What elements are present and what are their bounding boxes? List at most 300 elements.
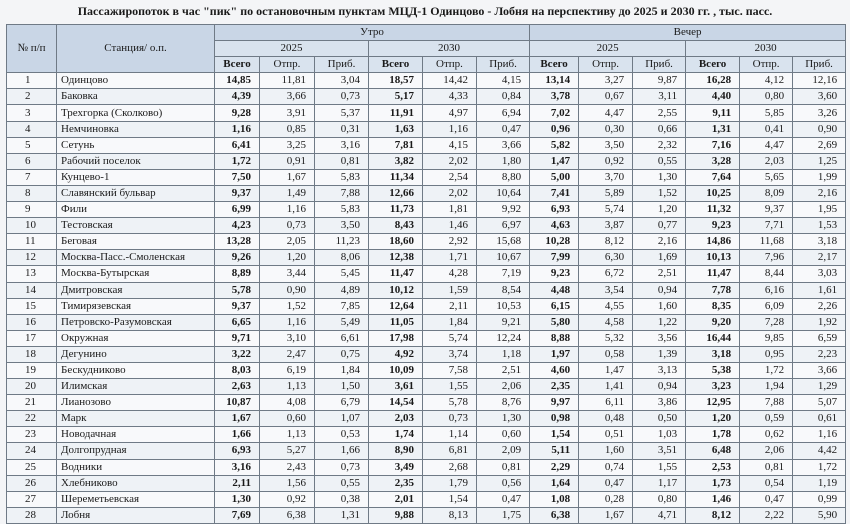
arrivals-cell: 0,99: [793, 491, 846, 507]
total-cell: 1,64: [530, 475, 579, 491]
departures-cell: 0,95: [740, 346, 793, 362]
departures-cell: 2,92: [423, 234, 477, 250]
arrivals-cell: 1,50: [315, 379, 369, 395]
departures-cell: 3,87: [579, 218, 633, 234]
arrivals-cell: 2,06: [477, 379, 530, 395]
departures-cell: 1,55: [423, 379, 477, 395]
header-arrivals: Приб.: [477, 57, 530, 73]
total-cell: 10,12: [369, 282, 423, 298]
departures-cell: 6,11: [579, 395, 633, 411]
total-cell: 14,54: [369, 395, 423, 411]
arrivals-cell: 0,81: [315, 153, 369, 169]
arrivals-cell: 11,23: [315, 234, 369, 250]
departures-cell: 2,43: [260, 459, 315, 475]
total-cell: 17,98: [369, 330, 423, 346]
total-cell: 1,73: [686, 475, 740, 491]
arrivals-cell: 1,99: [793, 169, 846, 185]
departures-cell: 4,33: [423, 89, 477, 105]
row-number: 8: [7, 185, 57, 201]
total-cell: 1,20: [686, 411, 740, 427]
total-cell: 9,28: [215, 105, 260, 121]
arrivals-cell: 1,22: [633, 314, 686, 330]
header-arrivals: Приб.: [793, 57, 846, 73]
table-row: [7, 459, 846, 475]
total-cell: 6,41: [215, 137, 260, 153]
departures-cell: 1,81: [423, 202, 477, 218]
total-cell: 8,35: [686, 298, 740, 314]
departures-cell: 0,58: [579, 346, 633, 362]
departures-cell: 0,90: [260, 282, 315, 298]
arrivals-cell: 0,73: [315, 459, 369, 475]
table-row: [7, 121, 846, 137]
departures-cell: 1,16: [260, 314, 315, 330]
arrivals-cell: 4,71: [633, 507, 686, 523]
total-cell: 9,11: [686, 105, 740, 121]
total-cell: 1,31: [686, 121, 740, 137]
departures-cell: 1,46: [423, 218, 477, 234]
arrivals-cell: 4,15: [477, 73, 530, 89]
table-row: [7, 379, 846, 395]
total-cell: 10,09: [369, 362, 423, 378]
arrivals-cell: 8,06: [315, 250, 369, 266]
departures-cell: 0,85: [260, 121, 315, 137]
station-name: Долгопрудная: [57, 443, 215, 459]
station-name: Беговая: [57, 234, 215, 250]
departures-cell: 6,72: [579, 266, 633, 282]
departures-cell: 0,62: [740, 427, 793, 443]
total-cell: 7,16: [686, 137, 740, 153]
row-number: 7: [7, 169, 57, 185]
table-row: [7, 202, 846, 218]
arrivals-cell: 0,38: [315, 491, 369, 507]
total-cell: 8,89: [215, 266, 260, 282]
arrivals-cell: 2,09: [477, 443, 530, 459]
station-name: Водники: [57, 459, 215, 475]
arrivals-cell: 1,92: [793, 314, 846, 330]
document-title: Пассажиропоток в час "пик" по остановочным пунктам МЦД-1 Одинцово - Лобня на перспективу до 2025 и 2030 гг. , тыс. пасс.: [77, 4, 773, 18]
arrivals-cell: 1,30: [633, 169, 686, 185]
total-cell: 9,71: [215, 330, 260, 346]
departures-cell: 7,28: [740, 314, 793, 330]
table-row: [7, 89, 846, 105]
arrivals-cell: 0,31: [315, 121, 369, 137]
arrivals-cell: 7,88: [315, 185, 369, 201]
total-cell: 8,90: [369, 443, 423, 459]
station-name: Окружная: [57, 330, 215, 346]
arrivals-cell: 3,13: [633, 362, 686, 378]
table-row: [7, 218, 846, 234]
row-number: 20: [7, 379, 57, 395]
row-number: 5: [7, 137, 57, 153]
arrivals-cell: 3,16: [315, 137, 369, 153]
arrivals-cell: 5,07: [793, 395, 846, 411]
header-departures: Отпр.: [740, 57, 793, 73]
departures-cell: 0,30: [579, 121, 633, 137]
arrivals-cell: 9,92: [477, 202, 530, 218]
departures-cell: 2,02: [423, 185, 477, 201]
total-cell: 1,46: [686, 491, 740, 507]
total-cell: 3,61: [369, 379, 423, 395]
departures-cell: 1,60: [579, 443, 633, 459]
total-cell: 2,29: [530, 459, 579, 475]
departures-cell: 6,81: [423, 443, 477, 459]
station-name: Лобня: [57, 507, 215, 523]
arrivals-cell: 3,51: [633, 443, 686, 459]
departures-cell: 4,97: [423, 105, 477, 121]
row-number: 13: [7, 266, 57, 282]
row-number: 3: [7, 105, 57, 121]
table-row: [7, 73, 846, 89]
departures-cell: 2,06: [740, 443, 793, 459]
arrivals-cell: 10,64: [477, 185, 530, 201]
arrivals-cell: 2,51: [477, 362, 530, 378]
arrivals-cell: 0,55: [315, 475, 369, 491]
total-cell: 14,86: [686, 234, 740, 250]
total-cell: 4,23: [215, 218, 260, 234]
departures-cell: 2,11: [423, 298, 477, 314]
departures-cell: 0,51: [579, 427, 633, 443]
total-cell: 18,57: [369, 73, 423, 89]
total-cell: 9,20: [686, 314, 740, 330]
table-row: [7, 443, 846, 459]
total-cell: 5,78: [215, 282, 260, 298]
arrivals-cell: 5,83: [315, 169, 369, 185]
table-row: [7, 427, 846, 443]
departures-cell: 3,54: [579, 282, 633, 298]
arrivals-cell: 0,73: [315, 89, 369, 105]
total-cell: 7,02: [530, 105, 579, 121]
total-cell: 11,47: [686, 266, 740, 282]
total-cell: 3,49: [369, 459, 423, 475]
table-row: [7, 282, 846, 298]
arrivals-cell: 1,66: [315, 443, 369, 459]
arrivals-cell: 0,80: [633, 491, 686, 507]
arrivals-cell: 2,16: [793, 185, 846, 201]
total-cell: 11,32: [686, 202, 740, 218]
total-cell: 7,78: [686, 282, 740, 298]
arrivals-cell: 0,53: [315, 427, 369, 443]
header-station: Станция/ о.п.: [57, 25, 215, 73]
arrivals-cell: 0,90: [793, 121, 846, 137]
row-number: 15: [7, 298, 57, 314]
arrivals-cell: 1,84: [315, 362, 369, 378]
arrivals-cell: 0,56: [477, 475, 530, 491]
total-cell: 0,98: [530, 411, 579, 427]
departures-cell: 5,65: [740, 169, 793, 185]
arrivals-cell: 1,53: [793, 218, 846, 234]
station-name: Немчиновка: [57, 121, 215, 137]
total-cell: 1,54: [530, 427, 579, 443]
station-name: Фили: [57, 202, 215, 218]
total-cell: 5,00: [530, 169, 579, 185]
departures-cell: 4,12: [740, 73, 793, 89]
arrivals-cell: 3,26: [793, 105, 846, 121]
total-cell: 6,48: [686, 443, 740, 459]
row-number: 10: [7, 218, 57, 234]
header-morning: Утро: [215, 25, 530, 41]
station-name: Славянский бульвар: [57, 185, 215, 201]
total-cell: 3,16: [215, 459, 260, 475]
station-name: Сетунь: [57, 137, 215, 153]
arrivals-cell: 3,66: [477, 137, 530, 153]
station-name: Тимирязевская: [57, 298, 215, 314]
total-cell: 8,12: [686, 507, 740, 523]
arrivals-cell: 6,97: [477, 218, 530, 234]
departures-cell: 6,16: [740, 282, 793, 298]
row-number: 25: [7, 459, 57, 475]
arrivals-cell: 3,56: [633, 330, 686, 346]
total-cell: 5,80: [530, 314, 579, 330]
arrivals-cell: 0,75: [315, 346, 369, 362]
station-name: Баковка: [57, 89, 215, 105]
header-morning-2025: 2025: [215, 41, 369, 57]
arrivals-cell: 1,60: [633, 298, 686, 314]
arrivals-cell: 1,30: [477, 411, 530, 427]
total-cell: 7,64: [686, 169, 740, 185]
arrivals-cell: 5,49: [315, 314, 369, 330]
arrivals-cell: 6,94: [477, 105, 530, 121]
departures-cell: 2,22: [740, 507, 793, 523]
departures-cell: 4,47: [740, 137, 793, 153]
table-row: [7, 395, 846, 411]
arrivals-cell: 1,20: [633, 202, 686, 218]
arrivals-cell: 0,47: [477, 121, 530, 137]
arrivals-cell: 12,24: [477, 330, 530, 346]
total-cell: 11,91: [369, 105, 423, 121]
total-cell: 6,65: [215, 314, 260, 330]
departures-cell: 1,41: [579, 379, 633, 395]
table-row: [7, 491, 846, 507]
table-row: [7, 475, 846, 491]
total-cell: 9,37: [215, 298, 260, 314]
arrivals-cell: 1,55: [633, 459, 686, 475]
total-cell: 3,82: [369, 153, 423, 169]
total-cell: 1,78: [686, 427, 740, 443]
departures-cell: 0,91: [260, 153, 315, 169]
departures-cell: 6,09: [740, 298, 793, 314]
total-cell: 12,64: [369, 298, 423, 314]
table-row: [7, 169, 846, 185]
station-name: Рабочий поселок: [57, 153, 215, 169]
departures-cell: 0,92: [579, 153, 633, 169]
arrivals-cell: 1,72: [793, 459, 846, 475]
total-cell: 2,01: [369, 491, 423, 507]
arrivals-cell: 0,94: [633, 379, 686, 395]
departures-cell: 0,47: [579, 475, 633, 491]
departures-cell: 1,94: [740, 379, 793, 395]
departures-cell: 0,80: [740, 89, 793, 105]
station-name: Шереметьевская: [57, 491, 215, 507]
header-departures: Отпр.: [423, 57, 477, 73]
departures-cell: 0,60: [260, 411, 315, 427]
arrivals-cell: 1,61: [793, 282, 846, 298]
arrivals-cell: 1,18: [477, 346, 530, 362]
departures-cell: 0,67: [579, 89, 633, 105]
table-row: [7, 105, 846, 121]
row-number: 23: [7, 427, 57, 443]
total-cell: 6,99: [215, 202, 260, 218]
arrivals-cell: 5,45: [315, 266, 369, 282]
arrivals-cell: 5,90: [793, 507, 846, 523]
total-cell: 4,40: [686, 89, 740, 105]
arrivals-cell: 8,80: [477, 169, 530, 185]
total-cell: 10,25: [686, 185, 740, 201]
departures-cell: 11,81: [260, 73, 315, 89]
departures-cell: 1,13: [260, 379, 315, 395]
total-cell: 3,28: [686, 153, 740, 169]
departures-cell: 0,41: [740, 121, 793, 137]
total-cell: 7,69: [215, 507, 260, 523]
header-arrivals: Приб.: [315, 57, 369, 73]
total-cell: 1,66: [215, 427, 260, 443]
total-cell: 4,39: [215, 89, 260, 105]
departures-cell: 5,85: [740, 105, 793, 121]
arrivals-cell: 6,61: [315, 330, 369, 346]
arrivals-cell: 0,47: [477, 491, 530, 507]
departures-cell: 5,27: [260, 443, 315, 459]
table-row: [7, 266, 846, 282]
departures-cell: 1,47: [579, 362, 633, 378]
table-row: [7, 298, 846, 314]
total-cell: 7,81: [369, 137, 423, 153]
header-departures: Отпр.: [260, 57, 315, 73]
departures-cell: 7,58: [423, 362, 477, 378]
total-cell: 13,28: [215, 234, 260, 250]
table-header: [7, 25, 846, 73]
arrivals-cell: 10,53: [477, 298, 530, 314]
total-cell: 3,78: [530, 89, 579, 105]
station-name: Илимская: [57, 379, 215, 395]
row-number: 12: [7, 250, 57, 266]
total-cell: 1,63: [369, 121, 423, 137]
arrivals-cell: 2,51: [633, 266, 686, 282]
station-name: Одинцово: [57, 73, 215, 89]
header-total: Всего: [530, 57, 579, 73]
arrivals-cell: 1,17: [633, 475, 686, 491]
departures-cell: 1,52: [260, 298, 315, 314]
departures-cell: 3,91: [260, 105, 315, 121]
departures-cell: 3,74: [423, 346, 477, 362]
departures-cell: 3,44: [260, 266, 315, 282]
total-cell: 5,82: [530, 137, 579, 153]
row-number: 9: [7, 202, 57, 218]
arrivals-cell: 1,75: [477, 507, 530, 523]
departures-cell: 8,44: [740, 266, 793, 282]
arrivals-cell: 3,66: [793, 362, 846, 378]
arrivals-cell: 3,86: [633, 395, 686, 411]
table-row: [7, 153, 846, 169]
station-name: Марк: [57, 411, 215, 427]
total-cell: 2,63: [215, 379, 260, 395]
departures-cell: 6,19: [260, 362, 315, 378]
arrivals-cell: 7,19: [477, 266, 530, 282]
total-cell: 6,93: [530, 202, 579, 218]
arrivals-cell: 3,50: [315, 218, 369, 234]
total-cell: 4,92: [369, 346, 423, 362]
arrivals-cell: 6,79: [315, 395, 369, 411]
arrivals-cell: 10,67: [477, 250, 530, 266]
row-number: 1: [7, 73, 57, 89]
departures-cell: 1,84: [423, 314, 477, 330]
total-cell: 6,15: [530, 298, 579, 314]
row-number: 2: [7, 89, 57, 105]
departures-cell: 4,47: [579, 105, 633, 121]
total-cell: 12,38: [369, 250, 423, 266]
arrivals-cell: 1,07: [315, 411, 369, 427]
total-cell: 1,16: [215, 121, 260, 137]
total-cell: 13,14: [530, 73, 579, 89]
header-evening-2030: 2030: [686, 41, 846, 57]
station-name: Дегунино: [57, 346, 215, 362]
row-number: 4: [7, 121, 57, 137]
departures-cell: 7,71: [740, 218, 793, 234]
arrivals-cell: 2,16: [633, 234, 686, 250]
total-cell: 7,41: [530, 185, 579, 201]
total-cell: 1,74: [369, 427, 423, 443]
arrivals-cell: 6,59: [793, 330, 846, 346]
passenger-flow-table: [6, 24, 846, 524]
departures-cell: 0,48: [579, 411, 633, 427]
departures-cell: 3,25: [260, 137, 315, 153]
total-cell: 4,63: [530, 218, 579, 234]
departures-cell: 1,71: [423, 250, 477, 266]
header-arrivals: Приб.: [633, 57, 686, 73]
departures-cell: 1,79: [423, 475, 477, 491]
total-cell: 5,17: [369, 89, 423, 105]
row-number: 17: [7, 330, 57, 346]
row-number: 14: [7, 282, 57, 298]
departures-cell: 9,85: [740, 330, 793, 346]
total-cell: 2,35: [530, 379, 579, 395]
departures-cell: 3,70: [579, 169, 633, 185]
departures-cell: 4,15: [423, 137, 477, 153]
header-num: № п/п: [7, 25, 57, 73]
departures-cell: 1,67: [579, 507, 633, 523]
departures-cell: 0,59: [740, 411, 793, 427]
departures-cell: 7,88: [740, 395, 793, 411]
arrivals-cell: 2,69: [793, 137, 846, 153]
arrivals-cell: 0,81: [477, 459, 530, 475]
departures-cell: 1,56: [260, 475, 315, 491]
total-cell: 11,73: [369, 202, 423, 218]
departures-cell: 5,32: [579, 330, 633, 346]
arrivals-cell: 4,89: [315, 282, 369, 298]
arrivals-cell: 1,03: [633, 427, 686, 443]
arrivals-cell: 1,29: [793, 379, 846, 395]
header-total: Всего: [686, 57, 740, 73]
arrivals-cell: 1,69: [633, 250, 686, 266]
arrivals-cell: 5,37: [315, 105, 369, 121]
departures-cell: 9,37: [740, 202, 793, 218]
header-evening: Вечер: [530, 25, 846, 41]
total-cell: 0,96: [530, 121, 579, 137]
arrivals-cell: 1,16: [793, 427, 846, 443]
departures-cell: 5,89: [579, 185, 633, 201]
departures-cell: 0,73: [260, 218, 315, 234]
departures-cell: 11,68: [740, 234, 793, 250]
departures-cell: 5,74: [579, 202, 633, 218]
station-name: Хлебниково: [57, 475, 215, 491]
departures-cell: 8,12: [579, 234, 633, 250]
total-cell: 11,05: [369, 314, 423, 330]
table-row: [7, 185, 846, 201]
arrivals-cell: 1,52: [633, 185, 686, 201]
arrivals-cell: 3,18: [793, 234, 846, 250]
row-number: 21: [7, 395, 57, 411]
total-cell: 9,97: [530, 395, 579, 411]
departures-cell: 1,49: [260, 185, 315, 201]
departures-cell: 2,68: [423, 459, 477, 475]
